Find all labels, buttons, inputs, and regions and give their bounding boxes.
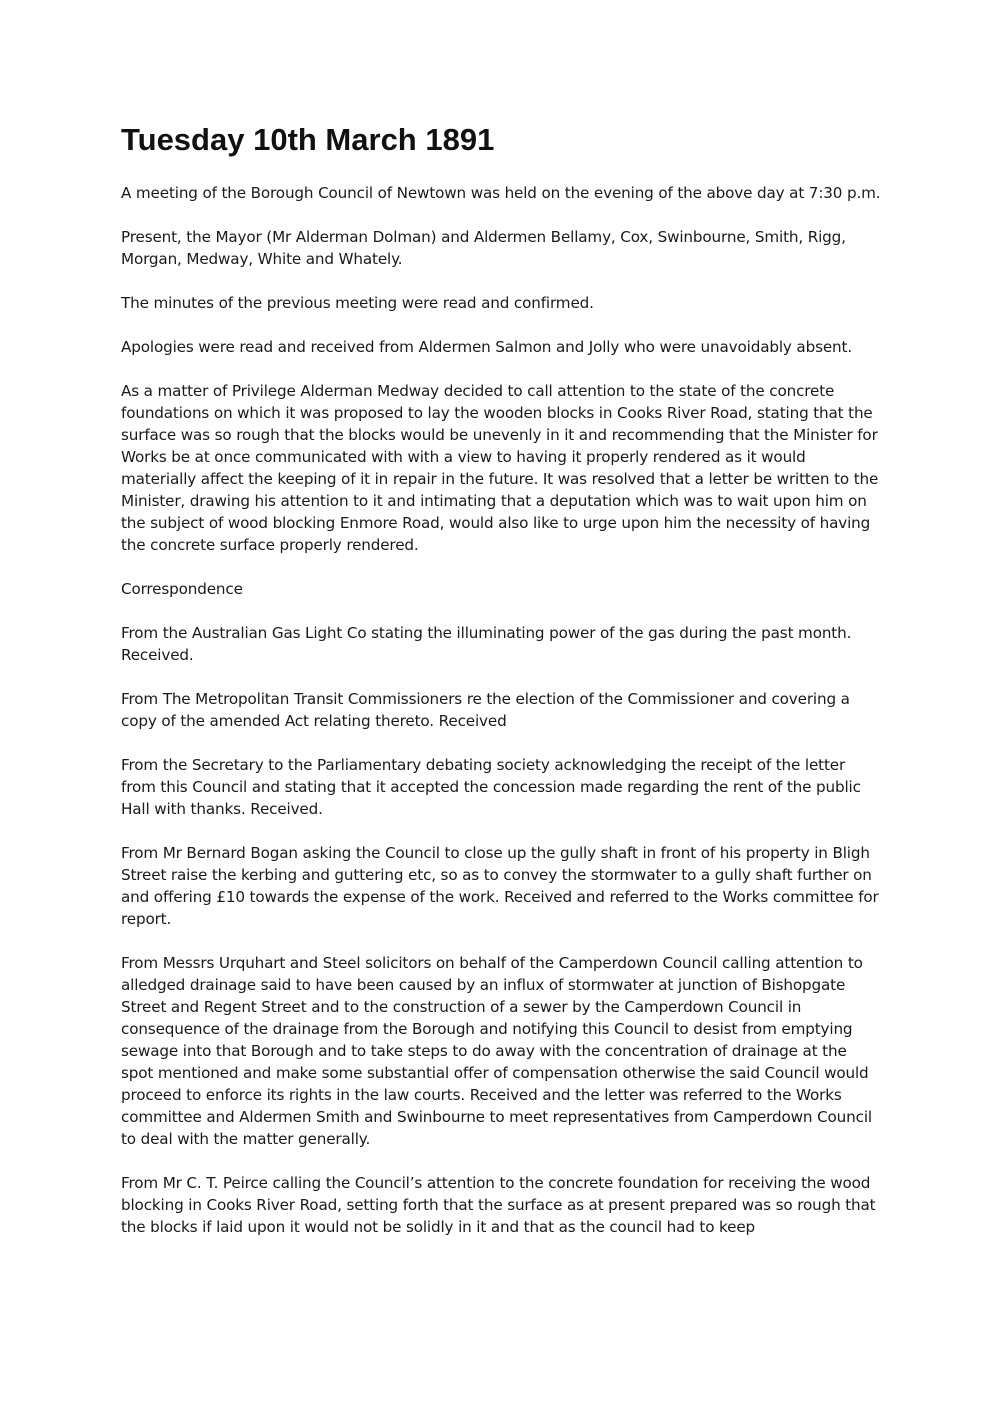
paragraph-gas-light: From the Australian Gas Light Co stating the illuminating power of the gas during the past month. Received. — [121, 624, 852, 664]
paragraph-present: Present, the Mayor (Mr Alderman Dolman) and Aldermen Bellamy, Cox, Swinbourne, Smith, Rigg, Morgan, Medway, White and Whately. — [121, 228, 846, 268]
paragraph-minutes: The minutes of the previous meeting were read and confirmed. — [121, 294, 594, 312]
document-page — [121, 118, 881, 1260]
paragraph-peirce: From Mr C. T. Peirce calling the Council’s attention to the concrete foundation for receiving the wood blocking in Cooks River Road, setting forth that the surface as at present prepared was so rough that the blocks if laid upon it would not be solidly in it and that as the council had to keep — [121, 1174, 876, 1236]
section-heading-correspondence: Correspondence — [121, 580, 243, 598]
page-title: Tuesday 10th March 1891 — [121, 122, 495, 157]
paragraph-apologies: Apologies were read and received from Aldermen Salmon and Jolly who were unavoidably absent. — [121, 338, 852, 356]
paragraph-privilege: As a matter of Privilege Alderman Medway decided to call attention to the state of the concrete foundations on which it was proposed to lay the wooden blocks in Cooks River Road, stating that the surface was so rough that the blocks would be unevenly in it and recommending that the Minister for Works be at once communicated with with a view to having it properly rendered as it would materially affect the keeping of it in repair in the future. It was resolved that a letter be written to the Minister, drawing his attention to it and intimating that a deputation which was to wait upon him on the subject of wood blocking Enmore Road, would also like to urge upon him the necessity of having the concrete surface properly rendered. — [121, 382, 879, 554]
paragraph-debating-society: From the Secretary to the Parliamentary debating society acknowledging the receipt of the letter from this Council and stating that it accepted the concession made regarding the rent of the public Hall with thanks. Received. — [121, 756, 861, 818]
paragraph-urquhart-steel: From Messrs Urquhart and Steel solicitors on behalf of the Camperdown Council calling attention to alledged drainage said to have been caused by an influx of stormwater at junction of Bishopgate Street and Regent Street and to the construction of a sewer by the Camperdown Council in consequence of the drainage from the Borough and notifying this Council to desist from emptying sewage into that Borough and to take steps to do away with the concentration of drainage at the spot mentioned and make some substantial offer of compensation otherwise the said Council would proceed to enforce its rights in the law courts. Received and the letter was referred to the Works committee and Aldermen Smith and Swinbourne to meet representatives from Camperdown Council to deal with the matter generally. — [121, 954, 872, 1148]
paragraph-bogan: From Mr Bernard Bogan asking the Council to close up the gully shaft in front of his property in Bligh Street raise the kerbing and guttering etc, so as to convey the stormwater to a gully shaft further on and offering £10 towards the expense of the work. Received and referred to the Works committee for report. — [121, 844, 879, 928]
paragraph-meeting-opening: A meeting of the Borough Council of Newtown was held on the evening of the above day at 7:30 p.m. — [121, 184, 881, 202]
paragraph-transit: From The Metropolitan Transit Commissioners re the election of the Commissioner and covering a copy of the amended Act relating thereto. Received — [121, 690, 850, 730]
